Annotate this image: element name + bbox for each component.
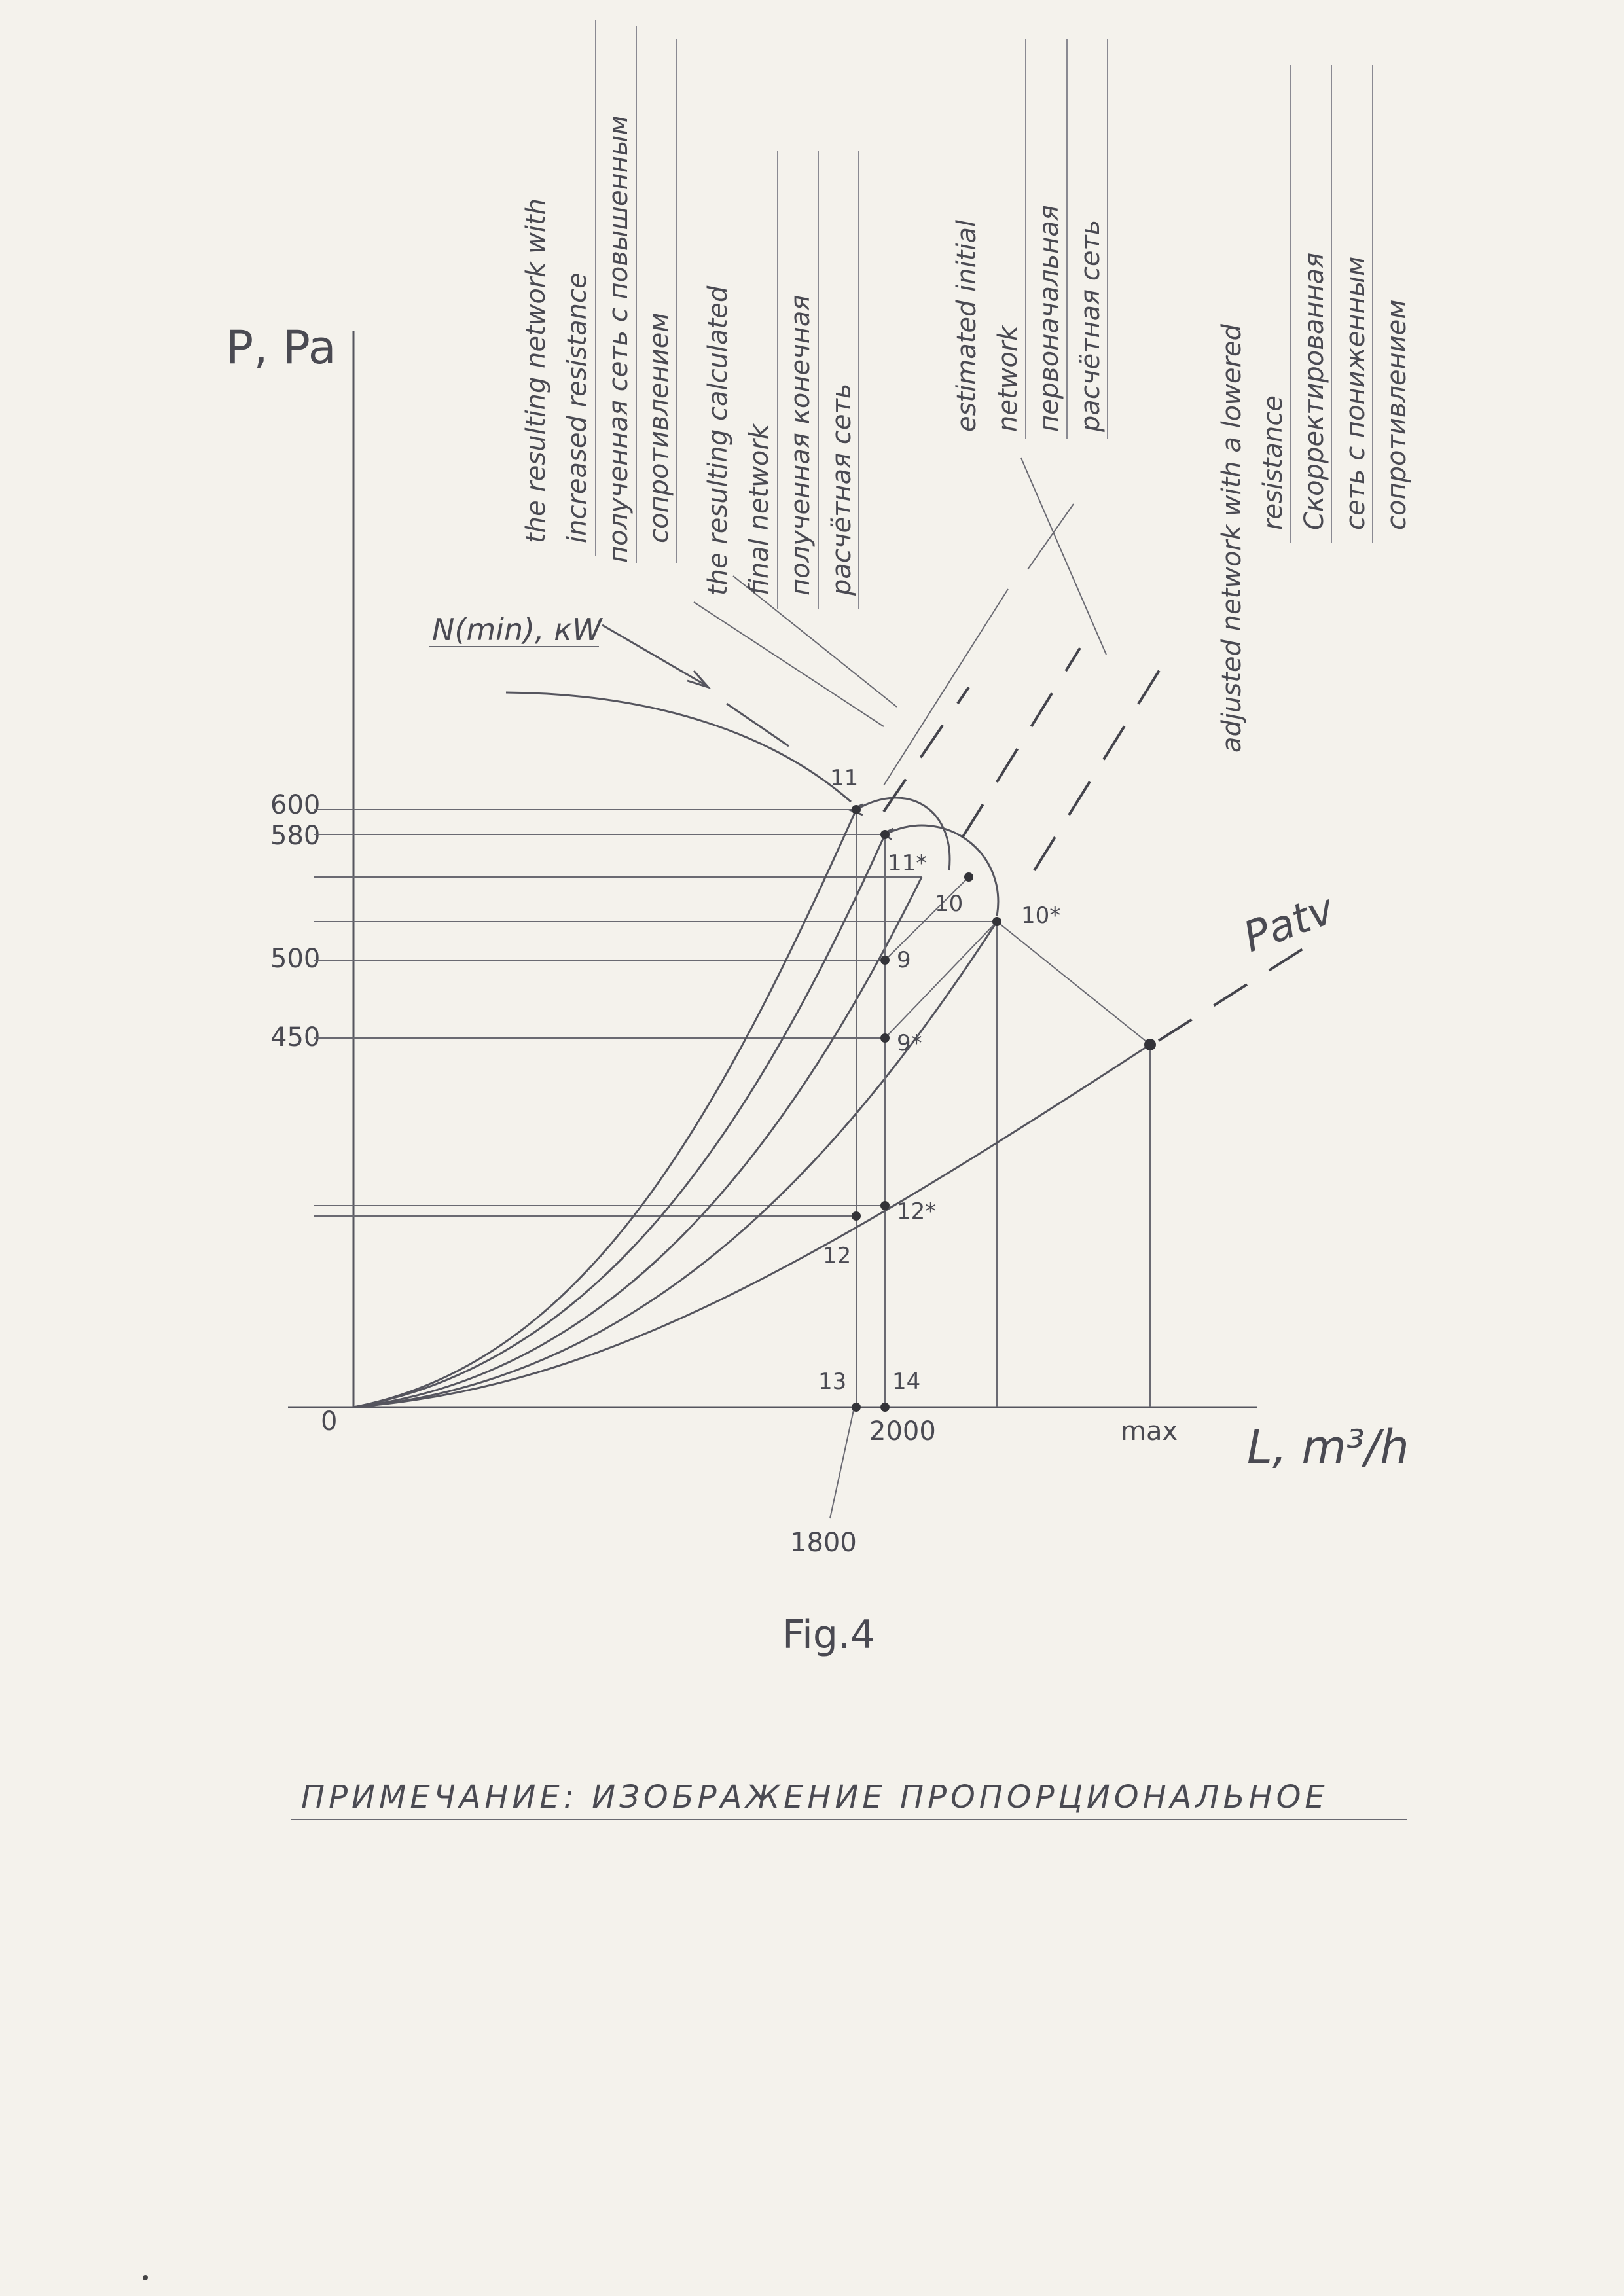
power-curve [506, 692, 851, 802]
point-label-11: 11 [830, 765, 859, 791]
power-arrow [602, 625, 708, 687]
point-dots [852, 805, 1156, 1412]
figure-caption: Fig.4 [782, 1612, 876, 1658]
y-tick-580: 580 [270, 821, 321, 851]
svg-text:final network: final network [744, 424, 774, 596]
svg-text:расчётная сеть: расчётная сеть [827, 383, 857, 596]
svg-text:сопротивлением: сопротивлением [1382, 299, 1412, 530]
curve-increased-resistance [353, 810, 856, 1407]
svg-text:полученная конечная: полученная конечная [785, 295, 816, 596]
legend-final-network [703, 151, 859, 609]
point-label-9: 9 [897, 947, 911, 973]
svg-text:adjusted network with a lowere: adjusted network with a lowered [1217, 324, 1247, 753]
svg-text:расчётная сеть: расчётная сеть [1075, 219, 1106, 432]
svg-text:the resulting calculated: the resulting calculated [703, 285, 733, 596]
svg-text:estimated initial: estimated initial [952, 219, 982, 432]
atv-label: Patv [1237, 885, 1341, 963]
x-tick-2000: 2000 [869, 1416, 936, 1446]
legend-lowered-resistance [1217, 65, 1412, 753]
svg-text:сеть с пониженным: сеть с пониженным [1341, 256, 1371, 530]
svg-text:сопротивлением: сопротивлением [644, 312, 674, 543]
paper-mark-1 [143, 2275, 148, 2280]
power-arrow-dash [727, 704, 789, 746]
curve-lowered-resistance [353, 922, 997, 1407]
point-label-10s: 10* [1021, 903, 1061, 929]
svg-text:resistance: resistance [1258, 395, 1288, 530]
svg-text:the resulting network with: the resulting network with [521, 198, 551, 543]
svg-text:increased resistance: increased resistance [562, 272, 592, 543]
svg-text:network: network [993, 325, 1023, 432]
y-axis-label: P, Pa [226, 321, 336, 374]
point-label-13: 13 [818, 1369, 847, 1395]
x-axis-label: L, m³/h [1247, 1420, 1409, 1474]
y-tick-500: 500 [270, 944, 321, 974]
y-tick-450: 450 [270, 1022, 321, 1052]
point-label-12s: 12* [897, 1198, 937, 1225]
vertical-gridlines [856, 810, 1150, 1407]
origin-label: 0 [321, 1407, 338, 1437]
curve-initial-network [353, 877, 922, 1407]
legend-initial-network [952, 39, 1108, 439]
legend-increased-resistance [521, 20, 677, 563]
x-tick-max: max [1121, 1416, 1178, 1446]
point-label-11s: 11* [888, 850, 928, 876]
svg-text:полученная сеть с повышенным: полученная сеть с повышенным [604, 115, 634, 563]
leader-1800 [830, 1407, 854, 1518]
power-label: N(min), кW [432, 612, 602, 647]
point-label-14: 14 [892, 1369, 921, 1395]
x-tick-1800: 1800 [790, 1528, 857, 1558]
svg-text:первоначальная: первоначальная [1034, 205, 1064, 432]
point-label-9s: 9* [897, 1030, 922, 1056]
point-label-12: 12 [823, 1243, 852, 1269]
footnote: ПРИМЕЧАНИЕ: ИЗОБРАЖЕНИЕ ПРОПОРЦИОНАЛЬНОЕ [301, 1779, 1329, 1816]
svg-text:Скорректированная: Скорректированная [1299, 252, 1329, 530]
point-label-10: 10 [935, 891, 964, 917]
curve-fan-pressure [353, 1045, 1150, 1407]
y-tick-600: 600 [270, 790, 321, 820]
